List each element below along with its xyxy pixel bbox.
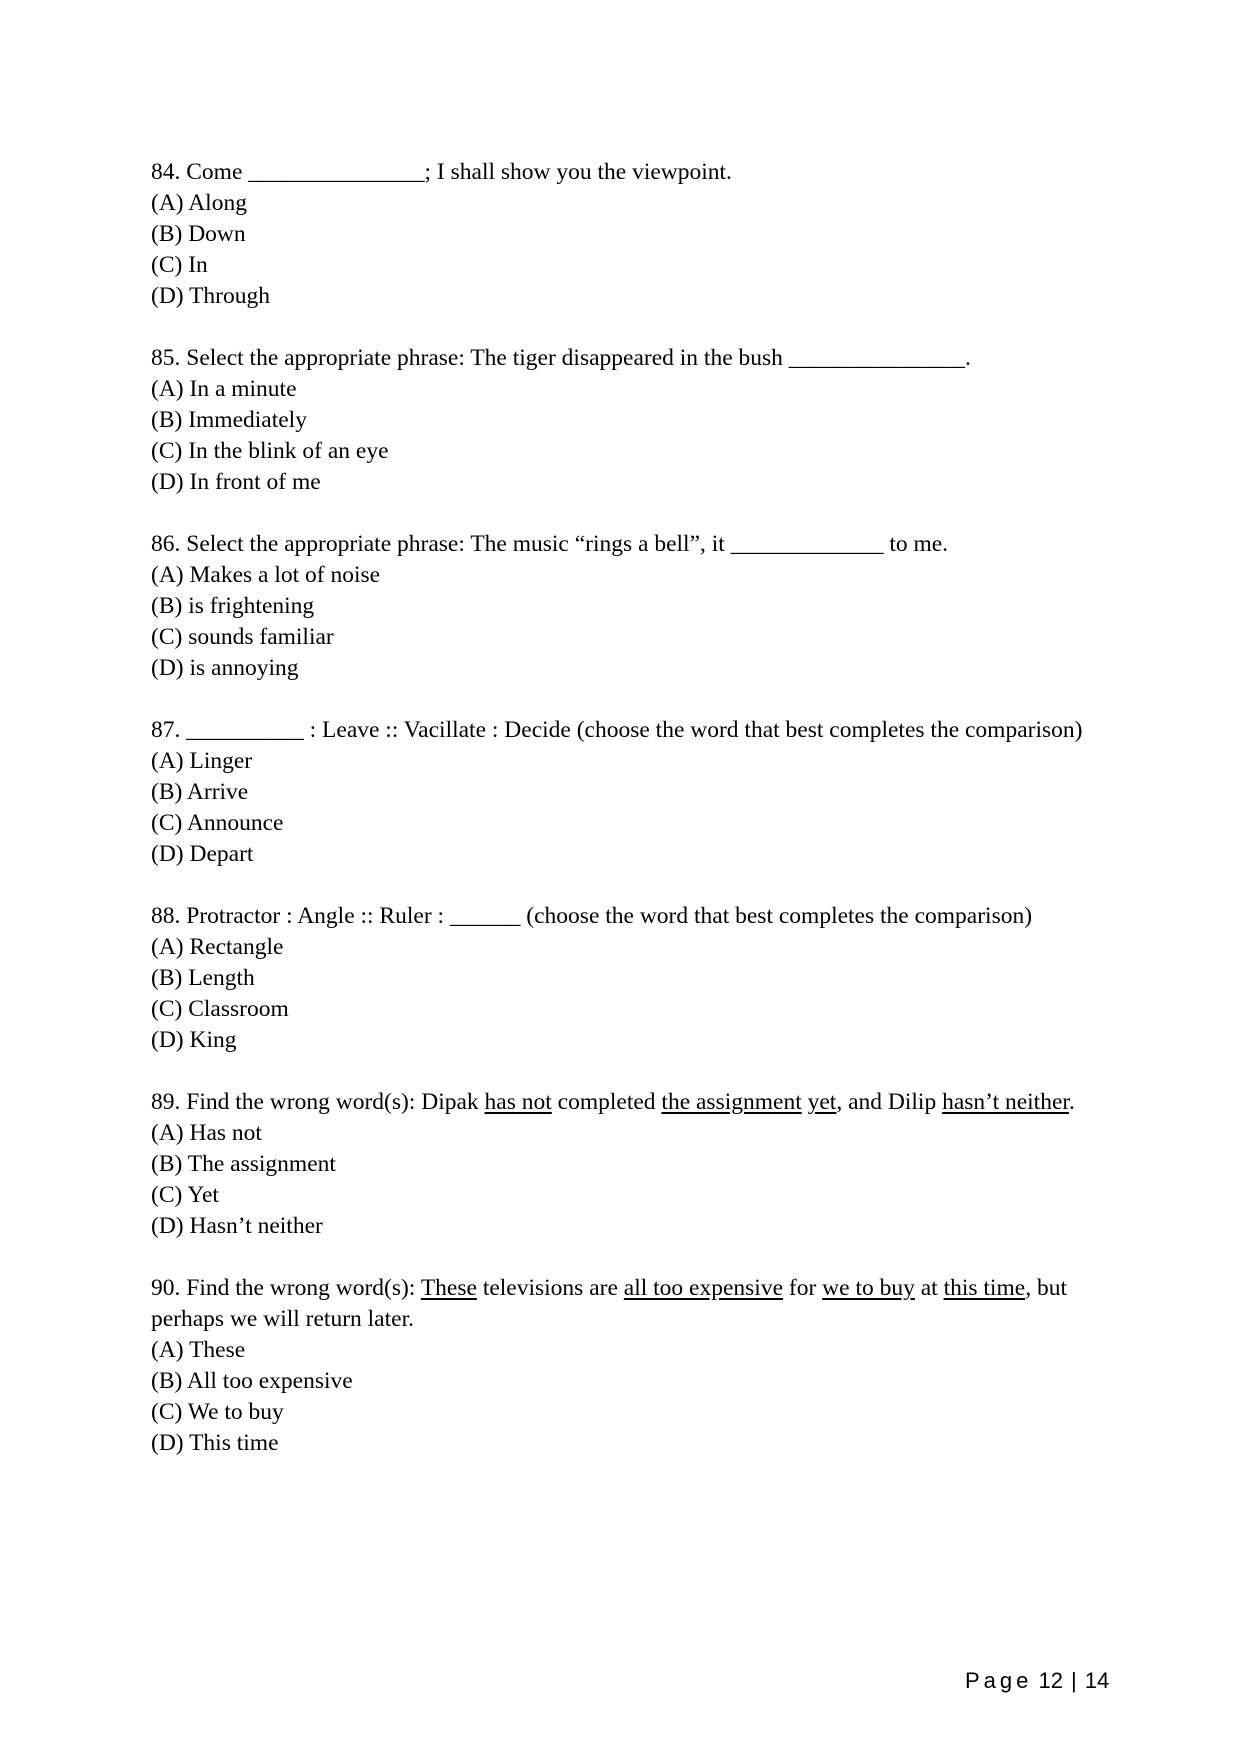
answer-option: (A) These	[151, 1337, 246, 1363]
underlined-phrase: hasn’t neither	[942, 1089, 1069, 1115]
underlined-phrase: These	[420, 1275, 477, 1301]
answer-option: (C) Classroom	[151, 996, 289, 1022]
question-text-segment: , but perhaps we will return later.	[151, 1275, 1067, 1332]
question-number: 88.	[151, 903, 181, 929]
answer-option: (C) In the blink of an eye	[151, 438, 389, 464]
question-text-segment: Find the wrong word(s):	[180, 1275, 421, 1301]
question-number: 87.	[151, 717, 181, 743]
underlined-phrase: all too expensive	[623, 1275, 784, 1301]
underlined-phrase: yet	[807, 1089, 837, 1115]
question-number: 85.	[151, 345, 181, 371]
current-page-number: 12	[1038, 1668, 1063, 1693]
answer-option: (B) Down	[151, 221, 246, 247]
question-text-segment: at	[914, 1275, 944, 1301]
question-text	[151, 157, 1141, 188]
question-block	[151, 715, 1141, 870]
answer-option: (A) Rectangle	[151, 934, 284, 960]
answer-option: (D) This time	[151, 1430, 279, 1456]
page-label: Page	[965, 1668, 1033, 1693]
question-text	[151, 901, 1141, 932]
answer-option: (C) Announce	[151, 810, 284, 836]
page-separator: |	[1071, 1668, 1077, 1693]
answer-option: (D) Through	[151, 283, 271, 309]
question-text	[151, 715, 1141, 746]
question-text-segment: .	[1068, 1089, 1075, 1115]
question-text	[151, 343, 1141, 374]
answer-option: (D) Depart	[151, 841, 254, 867]
underlined-phrase: has not	[484, 1089, 552, 1115]
underlined-phrase: we to buy	[822, 1275, 915, 1301]
question-block	[151, 1087, 1141, 1242]
answer-option: (C) We to buy	[151, 1399, 284, 1425]
answer-option: (D) Hasn’t neither	[151, 1213, 323, 1239]
answer-option: (C) sounds familiar	[151, 624, 334, 650]
question-list	[151, 157, 1141, 1490]
answer-option: (A) Along	[151, 190, 247, 216]
answer-option: (A) In a minute	[151, 376, 297, 402]
answer-option: (B) Length	[151, 965, 255, 991]
question-text-segment: Select the appropriate phrase: The tiger disappeared in the bush _______________.	[180, 345, 971, 371]
answer-option: (A) Linger	[151, 748, 253, 774]
question-block	[151, 343, 1141, 498]
question-text-segment: for	[783, 1275, 823, 1301]
question-number: 90.	[151, 1275, 181, 1301]
question-text-segment: , and Dilip	[836, 1089, 943, 1115]
total-page-number: 14	[1084, 1668, 1110, 1693]
question-text-segment: Protractor : Angle :: Ruler : ______ (choose the word that best completes the comparison)	[180, 903, 1033, 929]
question-number: 89.	[151, 1089, 181, 1115]
answer-option: (B) The assignment	[151, 1151, 336, 1177]
answer-option: (D) King	[151, 1027, 237, 1053]
answer-option: (A) Has not	[151, 1120, 262, 1146]
question-number: 86.	[151, 531, 181, 557]
question-text-segment: televisions are	[476, 1275, 624, 1301]
underlined-phrase: the assignment	[661, 1089, 802, 1115]
answer-option: (D) In front of me	[151, 469, 321, 495]
answer-option: (D) is annoying	[151, 655, 299, 681]
underlined-phrase: this time	[943, 1275, 1026, 1301]
question-block	[151, 1273, 1141, 1459]
question-number: 84.	[151, 159, 181, 185]
answer-option: (C) Yet	[151, 1182, 219, 1208]
question-text-segment: __________ : Leave :: Vacillate : Decide (choose the word that best completes the comparison)	[180, 717, 1083, 743]
answer-option: (B) Arrive	[151, 779, 249, 805]
question-text-segment: Come _______________; I shall show you the viewpoint.	[180, 159, 732, 185]
question-text	[151, 1273, 1141, 1335]
question-text	[151, 529, 1141, 560]
page-footer	[965, 1668, 1109, 1694]
question-text-segment: completed	[551, 1089, 662, 1115]
answer-option: (B) Immediately	[151, 407, 307, 433]
answer-option: (B) All too expensive	[151, 1368, 353, 1394]
question-text-segment: Select the appropriate phrase: The music “rings a bell”, it _____________ to me.	[180, 531, 949, 557]
question-text-segment: Find the wrong word(s): Dipak	[180, 1089, 485, 1115]
question-block	[151, 529, 1141, 684]
answer-option: (B) is frightening	[151, 593, 315, 619]
question-block	[151, 901, 1141, 1056]
answer-option: (C) In	[151, 252, 208, 278]
question-block	[151, 157, 1141, 312]
question-text	[151, 1087, 1141, 1118]
answer-option: (A) Makes a lot of noise	[151, 562, 381, 588]
